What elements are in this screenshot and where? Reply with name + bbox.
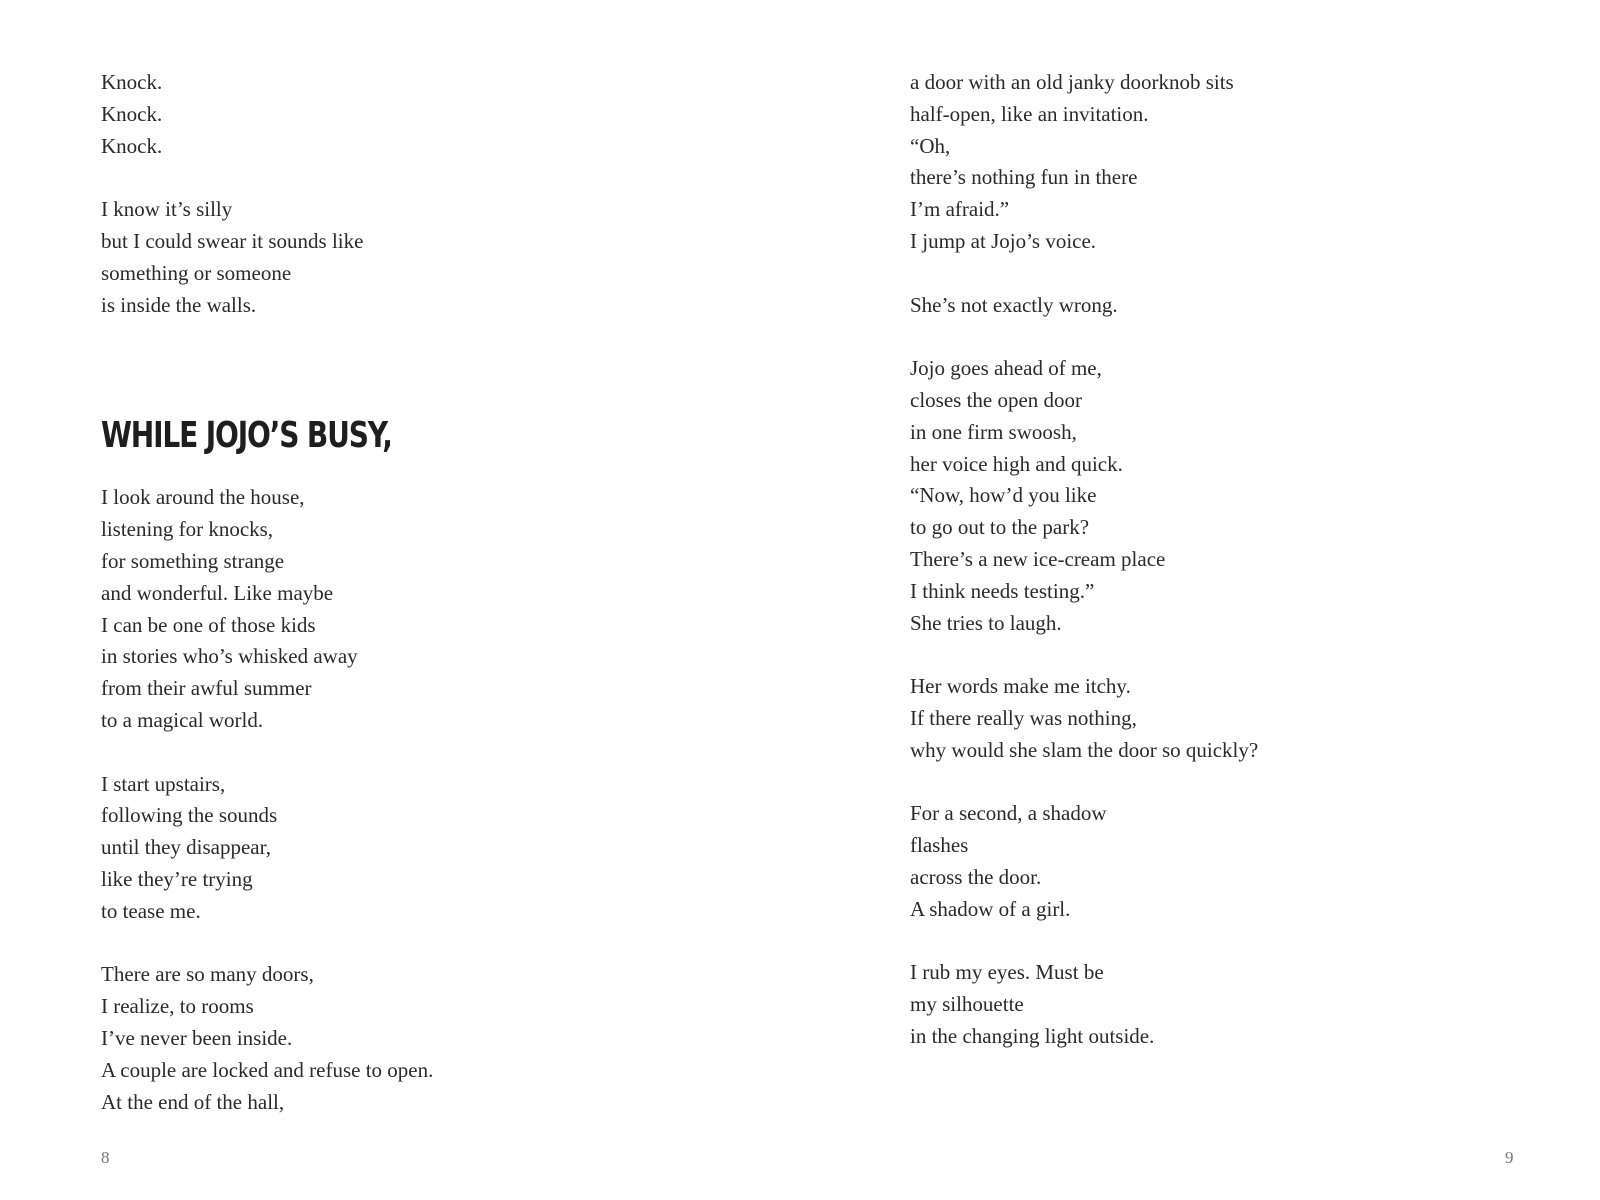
poem-line: I rub my eyes. Must be: [910, 960, 1104, 985]
page-number-right: 9: [1505, 1148, 1514, 1167]
stanza-janky-door: [910, 67, 1570, 258]
poem-line: my silhouette: [910, 992, 1024, 1017]
poem-line: flashes: [910, 833, 969, 858]
poem-line: across the door.: [910, 864, 1042, 889]
poem-line: I jump at Jojo’s voice.: [910, 228, 1097, 253]
poem-line: from their awful summer: [101, 676, 312, 701]
poem-line: I can be one of those kids: [101, 612, 316, 637]
poem-line: why would she slam the door so quickly?: [910, 737, 1259, 762]
stanza-silly: [101, 194, 741, 321]
poem-line: following the sounds: [101, 803, 278, 828]
page-number-left: 8: [101, 1148, 110, 1167]
right-page: [800, 0, 1600, 1200]
poem-line: She tries to laugh.: [910, 610, 1062, 635]
poem-line: Jojo goes ahead of me,: [910, 356, 1102, 381]
right-page-text: [910, 67, 1570, 1053]
poem-line: and wonderful. Like maybe: [101, 580, 334, 605]
poem-line: There are so many doors,: [101, 962, 314, 987]
poem-line: there’s nothing fun in there: [910, 165, 1138, 190]
poem-line: At the end of the hall,: [101, 1089, 285, 1114]
poem-line: I look around the house,: [101, 485, 305, 510]
poem-line: in the changing light outside.: [910, 1023, 1155, 1048]
stanza-look-around: [101, 482, 741, 736]
poem-line: A shadow of a girl.: [910, 896, 1071, 921]
poem-line: something or someone: [101, 260, 292, 285]
poem-line: until they disappear,: [101, 835, 272, 860]
poem-line: in stories who’s whisked away: [101, 644, 358, 669]
poem-line: I know it’s silly: [101, 197, 233, 222]
stanza-upstairs: [101, 769, 741, 928]
poem-line: I think needs testing.”: [910, 578, 1095, 603]
poem-line: like they’re trying: [101, 866, 253, 891]
poem-line: a door with an old janky doorknob sits: [910, 70, 1234, 94]
poem-line: to tease me.: [101, 898, 201, 923]
stanza-doors: [101, 959, 741, 1118]
stanza-rub-eyes: [910, 957, 1570, 1052]
poem-line: A couple are locked and refuse to open.: [101, 1057, 434, 1082]
poem-line: There’s a new ice-cream place: [910, 546, 1166, 571]
stanza-not-wrong: [910, 290, 1570, 322]
poem-title: WHILE JOJO’S BUSY,: [101, 415, 392, 457]
stanza-knock: [101, 67, 741, 162]
stanza-itchy: [910, 671, 1570, 766]
poem-line: but I could swear it sounds like: [101, 228, 364, 253]
poem-line: If there really was nothing,: [910, 705, 1137, 730]
stanza-jojo-ahead: [910, 353, 1570, 639]
poem-line: to a magical world.: [101, 707, 264, 732]
poem-line: For a second, a shadow: [910, 801, 1107, 826]
poem-line: I’ve never been inside.: [101, 1025, 293, 1050]
poem-line: in one firm swoosh,: [910, 419, 1077, 444]
poem-line: Her words make me itchy.: [910, 674, 1131, 699]
poem-line: Knock.: [101, 70, 163, 94]
left-page-text: [101, 67, 741, 1118]
poem-line: to go out to the park?: [910, 515, 1090, 540]
poem-line: I’m afraid.”: [910, 197, 1010, 222]
poem-line: I start upstairs,: [101, 771, 226, 796]
stanza-shadow: [910, 798, 1570, 925]
poem-line: “Now, how’d you like: [910, 483, 1097, 508]
poem-line: I realize, to rooms: [101, 994, 254, 1019]
poem-line: listening for knocks,: [101, 517, 274, 542]
poem-line: her voice high and quick.: [910, 451, 1123, 476]
poem-line: is inside the walls.: [101, 292, 257, 317]
poem-line: closes the open door: [910, 387, 1083, 412]
poem-line: for something strange: [101, 548, 285, 573]
poem-line: Knock.: [101, 133, 163, 158]
poem-line: She’s not exactly wrong.: [910, 292, 1118, 317]
poem-line: “Oh,: [910, 133, 951, 158]
poem-line: Knock.: [101, 101, 163, 126]
poem-line: half-open, like an invitation.: [910, 101, 1149, 126]
